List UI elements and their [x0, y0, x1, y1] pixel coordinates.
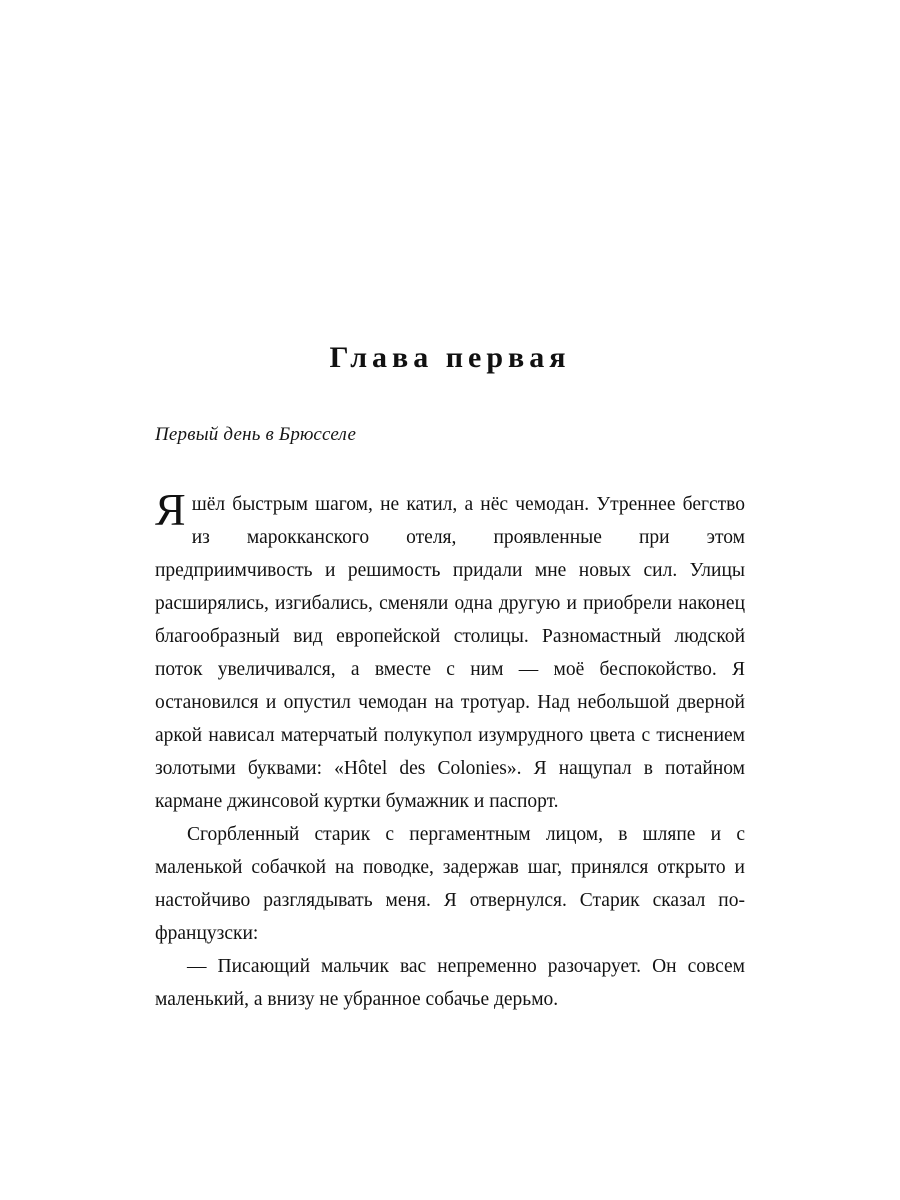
- paragraph-1-text: шёл быстрым шагом, не катил, а нёс чемодан. Утреннее бегство из марокканского отеля, проявленные при этом предприимчивость и решимость придали мне новых сил. Улицы расширялись, изгибались, сменяли одна другую и приобрели наконец благообразный вид европейской столицы. Разномастный людской поток увеличивался, а вместе с ним — моё беспокойство. Я остановился и опустил чемодан на тротуар. Над небольшой дверной аркой нависал матерчатый полукупол изумрудного цвета с тиснением золотыми буквами: «Hôtel des Colonies». Я нащупал в потайном кармане джинсовой куртки бумажник и паспорт.: [155, 494, 745, 812]
- chapter-subtitle: Первый день в Брюсселе: [155, 424, 357, 445]
- chapter-title: Глава первая: [329, 341, 571, 374]
- page-content: [155, 340, 745, 1016]
- body-text: [155, 484, 745, 1016]
- paragraph-2: Сгорбленный старик с пергаментным лицом, в шляпе и с маленькой собачкой на поводке, задержав шаг, принялся открыто и настойчиво разглядывать меня. Я отвернулся. Старик сказал по-французски:: [155, 824, 745, 944]
- paragraph-3: — Писающий мальчик вас непременно разочарует. Он совсем маленький, а внизу не убранное собачье дерьмо.: [155, 956, 745, 1010]
- paragraph-1: [155, 484, 745, 818]
- drop-cap: Я: [155, 484, 186, 535]
